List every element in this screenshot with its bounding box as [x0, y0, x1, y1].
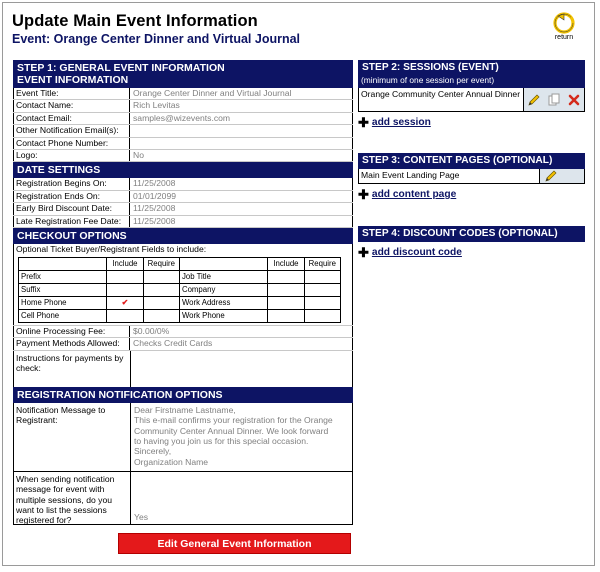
date-settings-header: DATE SETTINGS	[13, 162, 353, 178]
field-label: Payment Methods Allowed:	[13, 338, 130, 349]
step2-panel	[358, 60, 585, 128]
message-line: Organization Name	[134, 456, 209, 467]
step1-header	[13, 60, 353, 88]
pencil-icon[interactable]	[527, 93, 541, 107]
include-checkbox[interactable]	[107, 270, 143, 283]
delete-icon[interactable]	[567, 93, 581, 107]
table-header-row	[19, 257, 341, 270]
step1-title: STEP 1: GENERAL EVENT INFORMATION	[17, 62, 225, 74]
require-checkbox[interactable]	[304, 270, 340, 283]
field-label: Registration Begins On:	[13, 178, 130, 189]
message-line: to having you join us for this special occasion.	[134, 435, 309, 446]
instructions-row	[13, 351, 353, 387]
field-name: Work Phone	[179, 309, 267, 322]
field-label: Instructions for payments by check:	[14, 351, 131, 387]
include-checkbox[interactable]	[268, 309, 304, 322]
field-name: Home Phone	[19, 296, 107, 309]
include-checkmark-icon[interactable]: ✔	[107, 296, 143, 309]
require-header: Require	[143, 257, 179, 270]
field-value: Orange Center Dinner and Virtual Journal	[130, 88, 353, 99]
add-session-link[interactable]	[358, 114, 585, 130]
plus-icon: ✚	[358, 244, 369, 260]
field-value: Yes	[134, 512, 149, 523]
field-name: Work Address	[179, 296, 267, 309]
field-name: Cell Phone	[19, 309, 107, 322]
step3-panel	[358, 153, 585, 200]
require-checkbox[interactable]	[304, 296, 340, 309]
page-subtitle: Event: Orange Center Dinner and Virtual Journal	[12, 32, 301, 46]
require-checkbox[interactable]	[143, 309, 179, 322]
include-checkbox[interactable]	[107, 309, 143, 322]
step3-header: STEP 3: CONTENT PAGES (OPTIONAL)	[358, 153, 585, 169]
payment-row	[13, 338, 353, 350]
date-row	[13, 203, 353, 215]
session-row	[358, 88, 585, 112]
table-row	[19, 283, 341, 296]
content-page-actions	[540, 169, 584, 183]
field-value	[130, 138, 353, 149]
pencil-icon[interactable]	[544, 169, 558, 183]
add-discount-code-link[interactable]	[358, 244, 585, 260]
edit-general-event-button[interactable]: Edit General Event Information	[118, 533, 351, 554]
field-label: When sending notification message for event with multiple sessions, do you want to list the sessions registered for?	[14, 472, 131, 524]
field-name: Prefix	[19, 270, 107, 283]
info-row	[13, 125, 353, 137]
field-value: $0.00/0%	[130, 326, 353, 337]
table-row	[19, 309, 341, 322]
optional-fields-label: Optional Ticket Buyer/Registrant Fields to include:	[16, 243, 207, 254]
require-checkbox[interactable]	[143, 283, 179, 296]
field-value: 01/01/2099	[130, 191, 353, 202]
field-value	[130, 125, 353, 136]
info-row	[13, 100, 353, 112]
table-row	[19, 296, 341, 309]
fee-row	[13, 325, 353, 338]
return-label: return	[554, 34, 574, 41]
content-page-name[interactable]: Main Event Landing Page	[359, 169, 540, 183]
field-label: Other Notification Email(s):	[13, 125, 130, 136]
field-name: Job Title	[179, 270, 267, 283]
require-header: Require	[304, 257, 340, 270]
date-row	[13, 216, 353, 228]
field-label: Late Registration Fee Date:	[13, 216, 130, 227]
step4-header: STEP 4: DISCOUNT CODES (OPTIONAL)	[358, 226, 585, 242]
include-checkbox[interactable]	[268, 270, 304, 283]
step2-subtitle: (minimum of one session per event)	[358, 75, 585, 88]
notification-header: REGISTRATION NOTIFICATION OPTIONS	[13, 387, 353, 403]
header-cell	[19, 257, 107, 270]
return-icon	[553, 12, 575, 34]
field-label: Contact Name:	[13, 100, 130, 111]
add-session-label: add session	[371, 117, 431, 128]
require-checkbox[interactable]	[143, 296, 179, 309]
field-label: Notification Message to Registrant:	[14, 403, 131, 471]
copy-icon[interactable]	[547, 93, 561, 107]
field-label: Contact Email:	[13, 113, 130, 124]
field-name: Suffix	[19, 283, 107, 296]
field-value: Checks Credit Cards	[130, 338, 353, 349]
field-label: Early Bird Discount Date:	[13, 203, 130, 214]
require-checkbox[interactable]	[304, 309, 340, 322]
include-checkbox[interactable]	[268, 296, 304, 309]
event-info-title: EVENT INFORMATION	[17, 74, 129, 86]
multi-session-row	[13, 472, 353, 525]
step2-header: STEP 2: SESSIONS (EVENT)	[358, 60, 585, 75]
field-value	[131, 351, 352, 387]
content-page-row	[358, 169, 585, 184]
field-value: 11/25/2008	[130, 203, 353, 214]
field-label: Registration Ends On:	[13, 191, 130, 202]
field-value: Rich Levitas	[130, 100, 353, 111]
session-actions	[524, 88, 584, 111]
field-label: Contact Phone Number:	[13, 138, 130, 149]
message-text	[131, 403, 352, 471]
info-row	[13, 150, 353, 162]
field-name: Company	[179, 283, 267, 296]
add-discount-code-label: add discount code	[371, 247, 462, 258]
require-checkbox[interactable]	[143, 270, 179, 283]
plus-icon: ✚	[358, 114, 369, 130]
plus-icon: ✚	[358, 186, 369, 202]
info-row	[13, 88, 353, 100]
message-line: This e-mail confirms your registration for the Orange	[134, 415, 333, 426]
date-row	[13, 191, 353, 203]
checkout-header: CHECKOUT OPTIONS	[13, 228, 353, 244]
message-row	[13, 403, 353, 472]
field-label: Event Title:	[13, 88, 130, 99]
field-value: No	[130, 150, 353, 161]
field-label: Logo:	[13, 150, 130, 161]
page-title: Update Main Event Information	[12, 12, 258, 30]
return-button[interactable]	[551, 12, 577, 41]
include-checkbox[interactable]	[107, 283, 143, 296]
header-cell	[179, 257, 267, 270]
field-value: samples@wizevents.com	[130, 113, 353, 124]
date-row	[13, 178, 353, 190]
session-name[interactable]: Orange Community Center Annual Dinner	[359, 88, 524, 111]
table-row	[19, 270, 341, 283]
include-header: Include	[107, 257, 143, 270]
field-value: 11/25/2008	[130, 178, 353, 189]
message-line: Community Center Annual Dinner. We look forward	[134, 425, 329, 436]
message-line: Dear Firstname Lastname,	[134, 404, 236, 415]
info-row	[13, 113, 353, 125]
add-content-page-link[interactable]	[358, 186, 585, 202]
info-row	[13, 138, 353, 150]
add-content-page-label: add content page	[371, 189, 457, 200]
include-checkbox[interactable]	[268, 283, 304, 296]
message-line: Sincerely,	[134, 446, 172, 457]
checkout-fields-box	[13, 244, 353, 325]
field-value: 11/25/2008	[130, 216, 353, 227]
field-label: Online Processing Fee:	[13, 326, 130, 337]
step1-panel	[13, 60, 353, 525]
require-checkbox[interactable]	[304, 283, 340, 296]
include-header: Include	[268, 257, 304, 270]
step4-panel	[358, 226, 585, 258]
optional-fields-table	[18, 257, 341, 323]
